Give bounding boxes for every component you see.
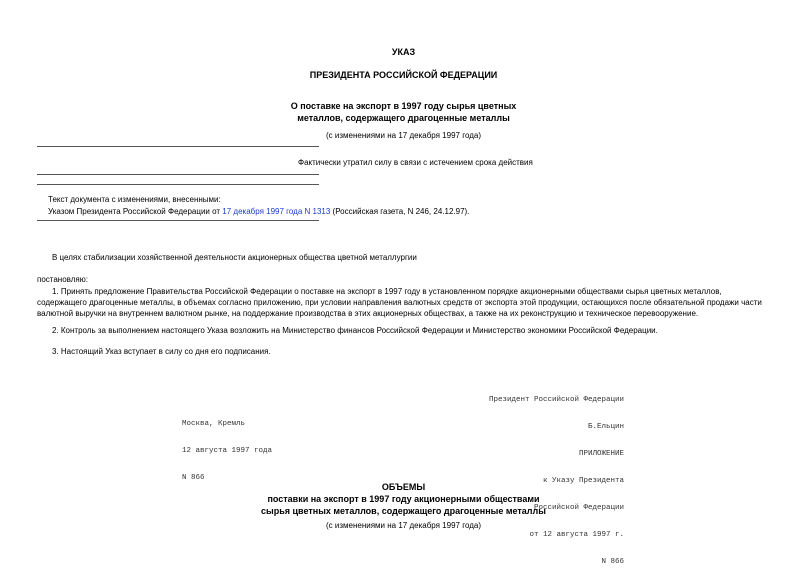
appendix-subtitle-1: поставки на экспорт в 1997 году акционерными обществами bbox=[267, 494, 540, 504]
decree-word: постановляю: bbox=[37, 275, 88, 284]
signature-name: Б.Ельцин bbox=[587, 423, 624, 431]
place-date: 12 августа 1997 года bbox=[182, 447, 273, 455]
issuer-title: ПРЕЗИДЕНТА РОССИЙСКОЙ ФЕДЕРАЦИИ bbox=[309, 70, 498, 80]
appendix-title-block bbox=[0, 481, 807, 517]
subject-line-1: О поставке на экспорт в 1997 году сырья цветных bbox=[290, 101, 517, 111]
appendix-label: ПРИЛОЖЕНИЕ bbox=[578, 450, 624, 458]
changes-intro: Текст документа с изменениями, внесенными: bbox=[48, 195, 221, 204]
divider bbox=[37, 184, 319, 185]
amending-decree-link[interactable]: 17 декабря 1997 года N 1313 bbox=[222, 207, 331, 216]
appendix-date: от 12 августа 1997 г. bbox=[529, 531, 624, 539]
place-city: Москва, Кремль bbox=[182, 420, 246, 428]
changes-reference bbox=[48, 206, 469, 218]
appendix-amendment-note: (с изменениями на 17 декабря 1997 года) bbox=[325, 521, 481, 530]
appendix-ref-1: к Указу Президента bbox=[542, 477, 624, 485]
signature-position: Президент Российской Федерации bbox=[488, 396, 624, 404]
place-number: N 866 bbox=[182, 474, 205, 482]
item-1: 1. Принять предложение Правительства Российской Федерации о поставке на экспорт в 1997 году в установленном порядке акционерными обществами сырья цветных металлов, содержащего драгоценные металлы, в объемах согласно приложению, при условии направления валютных средств от экспорта этой продукции, остающихся после обязательной продажи части валютной выручки на внутреннем валютном рынке, на поддержание производства в этих акционерных обществах, а также на их реконструкцию и техническое перевооружение. bbox=[37, 287, 762, 318]
divider bbox=[37, 146, 319, 147]
changes-suffix: (Российская газета, N 246, 24.12.97). bbox=[330, 207, 470, 216]
appendix-title: ОБЪЕМЫ bbox=[381, 482, 426, 492]
status-text: Фактически утратил силу в связи с истечением срока действия bbox=[298, 158, 533, 167]
item-2: 2. Контроль за выполнением настоящего Указа возложить на Министерство финансов Российской Федерации и Министерство экономики Российской Федерации. bbox=[52, 326, 658, 335]
appendix-subtitle-2: сырья цветных металлов, содержащего драгоценные металлы bbox=[261, 506, 546, 516]
subject-line-2: металлов, содержащего драгоценные металлы bbox=[297, 113, 510, 123]
divider bbox=[37, 220, 319, 221]
item-3: 3. Настоящий Указ вступает в силу со дня его подписания. bbox=[52, 347, 271, 356]
changes-prefix: Указом Президента Российской Федерации от bbox=[48, 207, 223, 216]
appendix-number: N 866 bbox=[601, 558, 624, 566]
changes-block bbox=[48, 194, 469, 218]
document-subject bbox=[0, 100, 807, 124]
amendment-note: (с изменениями на 17 декабря 1997 года) bbox=[325, 131, 481, 140]
appendix-ref-2: Российской Федерации bbox=[533, 504, 624, 512]
place-block bbox=[182, 402, 272, 492]
preamble: В целях стабилизации хозяйственной деятельности акционерных общества цветной металлургии bbox=[52, 253, 417, 262]
doc-type-title: УКАЗ bbox=[391, 47, 416, 57]
divider bbox=[37, 174, 319, 175]
